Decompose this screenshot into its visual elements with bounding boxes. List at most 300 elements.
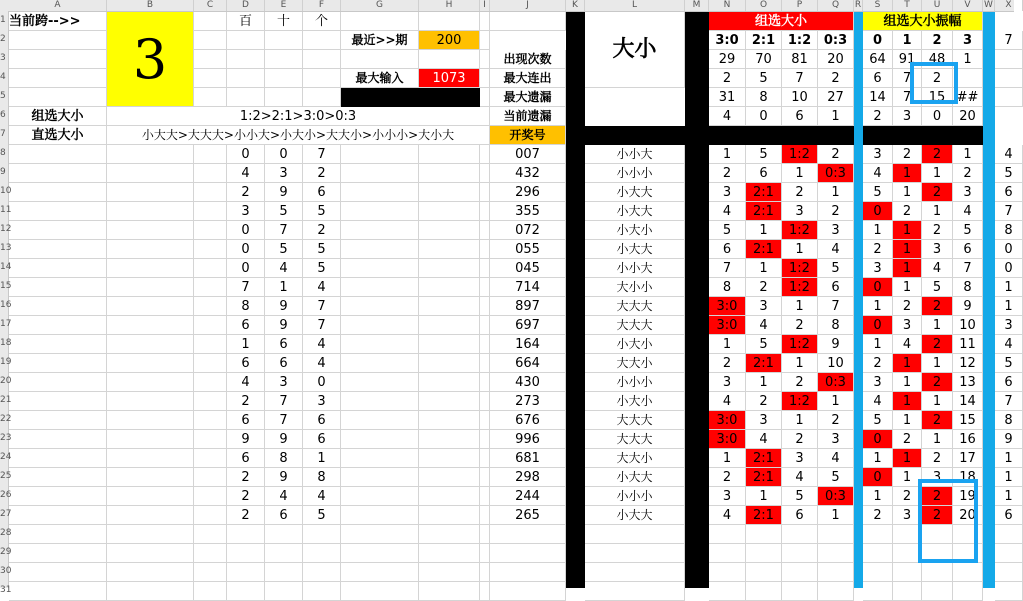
cell-V-31[interactable] [953, 582, 983, 601]
cell-C-30[interactable] [194, 563, 227, 582]
amp-cell[interactable]: 12 [953, 354, 983, 373]
digit-E[interactable]: 7 [265, 221, 303, 240]
amp-cell[interactable]: 4 [922, 259, 953, 278]
digit-D[interactable]: 2 [227, 487, 265, 506]
edge-cell[interactable]: 1 [995, 487, 1023, 506]
amp-cell[interactable]: 1 [922, 164, 953, 183]
cell-S-29[interactable] [863, 544, 893, 563]
cell-C-31[interactable] [194, 582, 227, 601]
cell-A-17[interactable] [9, 316, 107, 335]
cell-F-31[interactable] [303, 582, 341, 601]
amp-cell[interactable]: 4 [953, 202, 983, 221]
digit-F[interactable]: 4 [303, 354, 341, 373]
amp-cell[interactable]: 15 [953, 411, 983, 430]
ratio-header-1[interactable]: 2:1 [746, 31, 782, 50]
cell-T-30[interactable] [893, 563, 922, 582]
cell-C-21[interactable] [194, 392, 227, 411]
amp-cell[interactable]: 1 [893, 411, 922, 430]
amp-cell[interactable]: 3 [893, 506, 922, 525]
cell-H-25[interactable] [419, 468, 480, 487]
cell-C-2[interactable] [194, 31, 227, 50]
amp-cell[interactable]: 0 [863, 430, 893, 449]
cell-U-31[interactable] [922, 582, 953, 601]
ratio-stat[interactable]: 31 [709, 88, 746, 107]
amp-title[interactable]: 组选大小振幅 [863, 12, 983, 31]
cell-I-24[interactable] [480, 449, 490, 468]
row-header-29[interactable]: 29 [0, 547, 12, 557]
draw-number[interactable]: 045 [490, 259, 566, 278]
ratio-cell[interactable]: 2 [746, 278, 782, 297]
cell-I-20[interactable] [480, 373, 490, 392]
amp-cell[interactable]: 0 [863, 202, 893, 221]
cell-I-1[interactable] [480, 12, 490, 31]
ratio-cell[interactable]: 4 [746, 430, 782, 449]
ratio-cell[interactable]: 7 [818, 297, 854, 316]
cell-C-23[interactable] [194, 430, 227, 449]
cell-G-31[interactable] [341, 582, 419, 601]
big-small-pattern[interactable]: 小小小 [585, 487, 685, 506]
cell-O-28[interactable] [746, 525, 782, 544]
group-row-value[interactable]: 1:2>2:1>3:0>0:3 [107, 107, 490, 126]
big-small-title[interactable]: 大小 [585, 12, 685, 88]
row-header-1[interactable]: 1 [0, 15, 6, 25]
row-header-30[interactable]: 30 [0, 566, 12, 576]
ratio-cell[interactable]: 6 [818, 278, 854, 297]
cell-I-14[interactable] [480, 259, 490, 278]
cell-A-27[interactable] [9, 506, 107, 525]
digit-D[interactable]: 2 [227, 392, 265, 411]
digit-F[interactable]: 5 [303, 202, 341, 221]
max-input-value[interactable]: 1073 [419, 69, 480, 88]
draw-number[interactable]: 265 [490, 506, 566, 525]
ratio-cell[interactable]: 9 [818, 335, 854, 354]
ratio-cell[interactable]: 2:1 [746, 449, 782, 468]
cell-I-19[interactable] [480, 354, 490, 373]
amp-cell[interactable]: 3 [893, 316, 922, 335]
row-header-31[interactable]: 31 [0, 585, 12, 595]
ratio-cell[interactable]: 1 [782, 297, 818, 316]
draw-number[interactable]: 298 [490, 468, 566, 487]
cell-B-29[interactable] [107, 544, 194, 563]
amp-cell[interactable]: 2 [922, 221, 953, 240]
ratio-cell[interactable]: 2:1 [746, 240, 782, 259]
cell-F-28[interactable] [303, 525, 341, 544]
amp-stat[interactable]: ## [953, 88, 983, 107]
cell-G-14[interactable] [341, 259, 419, 278]
ratio-stat[interactable]: 81 [782, 50, 818, 69]
ratio-cell[interactable]: 10 [818, 354, 854, 373]
cell-I-23[interactable] [480, 430, 490, 449]
amp-stat[interactable]: 7 [893, 69, 922, 88]
cell-B-26[interactable] [107, 487, 194, 506]
cell-G-18[interactable] [341, 335, 419, 354]
span-label[interactable]: 当前跨-->> [9, 12, 107, 31]
digit-F[interactable]: 3 [303, 392, 341, 411]
edge-cell[interactable]: 1 [995, 278, 1023, 297]
digit-E[interactable]: 3 [265, 164, 303, 183]
edge-stat[interactable] [995, 69, 1023, 88]
amp-cell[interactable]: 1 [893, 221, 922, 240]
big-span-value[interactable]: 3 [107, 12, 194, 107]
cell-H-13[interactable] [419, 240, 480, 259]
digit-D[interactable]: 1 [227, 335, 265, 354]
cell-A-19[interactable] [9, 354, 107, 373]
digit-E[interactable]: 7 [265, 411, 303, 430]
ratio-stat[interactable]: 10 [782, 88, 818, 107]
cell-I-29[interactable] [480, 544, 490, 563]
digit-D[interactable]: 6 [227, 354, 265, 373]
ratio-cell[interactable]: 1 [709, 145, 746, 164]
digit-D[interactable]: 6 [227, 411, 265, 430]
edge-stat[interactable] [995, 50, 1023, 69]
amp-stat[interactable]: 2 [863, 107, 893, 126]
cell-C-11[interactable] [194, 202, 227, 221]
cell-H-17[interactable] [419, 316, 480, 335]
cell-X-29[interactable] [995, 544, 1023, 563]
cell-H-24[interactable] [419, 449, 480, 468]
digit-F[interactable]: 6 [303, 183, 341, 202]
cell-H-10[interactable] [419, 183, 480, 202]
amp-cell[interactable]: 18 [953, 468, 983, 487]
ratio-cell[interactable]: 1:2 [782, 335, 818, 354]
cell-I-13[interactable] [480, 240, 490, 259]
digit-E[interactable]: 4 [265, 259, 303, 278]
cell-V-30[interactable] [953, 563, 983, 582]
ratio-cell[interactable]: 6 [709, 240, 746, 259]
cell-I-10[interactable] [480, 183, 490, 202]
draw-label[interactable]: 开奖号 [490, 126, 566, 145]
cell-G-10[interactable] [341, 183, 419, 202]
digit-F[interactable]: 5 [303, 240, 341, 259]
digit-E[interactable]: 5 [265, 240, 303, 259]
cell-C-3[interactable] [194, 50, 227, 69]
digit-header-D[interactable]: 百 [227, 12, 265, 31]
amp-cell[interactable]: 1 [863, 449, 893, 468]
ratio-cell[interactable]: 4 [709, 506, 746, 525]
digit-F[interactable]: 1 [303, 449, 341, 468]
amp-stat[interactable]: 15 [922, 88, 953, 107]
cell-B-19[interactable] [107, 354, 194, 373]
cell-B-30[interactable] [107, 563, 194, 582]
stats-label-3[interactable]: 最大遗漏 [490, 88, 566, 107]
edge-cell[interactable]: 6 [995, 506, 1023, 525]
cell-I-12[interactable] [480, 221, 490, 240]
column-header-M[interactable]: M [685, 0, 709, 11]
amp-stat[interactable]: 3 [893, 107, 922, 126]
amp-cell[interactable]: 1 [922, 316, 953, 335]
amp-cell[interactable]: 1 [922, 392, 953, 411]
cell-H-31[interactable] [419, 582, 480, 601]
ratio-cell[interactable]: 2 [709, 468, 746, 487]
amp-cell[interactable]: 0 [863, 278, 893, 297]
cell-G-28[interactable] [341, 525, 419, 544]
cell-H-18[interactable] [419, 335, 480, 354]
cell-D-28[interactable] [227, 525, 265, 544]
amp-stat[interactable]: 0 [922, 107, 953, 126]
edge-cell[interactable]: 1 [995, 297, 1023, 316]
cell-G-23[interactable] [341, 430, 419, 449]
digit-F[interactable]: 6 [303, 411, 341, 430]
amp-stat[interactable]: 1 [953, 50, 983, 69]
big-small-pattern[interactable]: 大小小 [585, 278, 685, 297]
ratio-cell[interactable]: 0:3 [818, 487, 854, 506]
amp-cell[interactable]: 2 [893, 202, 922, 221]
ratio-cell[interactable]: 2 [818, 411, 854, 430]
ratio-cell[interactable]: 2:1 [746, 468, 782, 487]
group-row-label[interactable]: 组选大小 [9, 107, 107, 126]
cell-E-4[interactable] [265, 69, 303, 88]
draw-number[interactable]: 273 [490, 392, 566, 411]
amp-cell[interactable]: 1 [863, 487, 893, 506]
cell-E-2[interactable] [265, 31, 303, 50]
big-small-pattern[interactable]: 小小小 [585, 164, 685, 183]
row-header-17[interactable]: 17 [0, 319, 12, 329]
group-ratio-title[interactable]: 组选大小 [709, 12, 854, 31]
cell-D-31[interactable] [227, 582, 265, 601]
cell-A-16[interactable] [9, 297, 107, 316]
amp-stat[interactable]: 14 [863, 88, 893, 107]
cell-P-29[interactable] [782, 544, 818, 563]
cell-E-5[interactable] [265, 88, 303, 107]
column-header-K[interactable]: K [566, 0, 585, 11]
amp-cell[interactable]: 1 [922, 202, 953, 221]
cell-G-27[interactable] [341, 506, 419, 525]
cell-B-11[interactable] [107, 202, 194, 221]
amp-cell[interactable]: 0 [863, 316, 893, 335]
ratio-stat[interactable]: 2 [818, 69, 854, 88]
digit-D[interactable]: 3 [227, 202, 265, 221]
cell-D-2[interactable] [227, 31, 265, 50]
amp-cell[interactable]: 1 [922, 354, 953, 373]
column-header-W[interactable]: W [983, 0, 995, 11]
cell-C-1[interactable] [194, 12, 227, 31]
cell-A-24[interactable] [9, 449, 107, 468]
digit-D[interactable]: 2 [227, 506, 265, 525]
ratio-cell[interactable]: 2:1 [746, 202, 782, 221]
ratio-cell[interactable]: 1 [746, 487, 782, 506]
ratio-stat[interactable]: 1 [818, 107, 854, 126]
cell-A-13[interactable] [9, 240, 107, 259]
cell-C-5[interactable] [194, 88, 227, 107]
cell-F-29[interactable] [303, 544, 341, 563]
digit-E[interactable]: 6 [265, 335, 303, 354]
cell-C-15[interactable] [194, 278, 227, 297]
big-small-pattern[interactable]: 大大小 [585, 449, 685, 468]
digit-header-E[interactable]: 十 [265, 12, 303, 31]
cell-J-31[interactable] [490, 582, 566, 601]
ratio-cell[interactable]: 3 [782, 202, 818, 221]
ratio-stat[interactable]: 4 [709, 107, 746, 126]
digit-D[interactable]: 0 [227, 221, 265, 240]
ratio-cell[interactable]: 3 [709, 373, 746, 392]
cell-H-3[interactable] [419, 50, 480, 69]
cell-Q-31[interactable] [818, 582, 854, 601]
cell-A-4[interactable] [9, 69, 107, 88]
ratio-stat[interactable]: 27 [818, 88, 854, 107]
ratio-cell[interactable]: 4 [818, 240, 854, 259]
draw-number[interactable]: 430 [490, 373, 566, 392]
ratio-cell[interactable]: 5 [709, 221, 746, 240]
cell-G-11[interactable] [341, 202, 419, 221]
amp-cell[interactable]: 1 [863, 297, 893, 316]
cell-I-25[interactable] [480, 468, 490, 487]
cell-D-5[interactable] [227, 88, 265, 107]
amp-cell[interactable]: 5 [863, 411, 893, 430]
ratio-cell[interactable]: 3:0 [709, 316, 746, 335]
row-header-12[interactable]: 12 [0, 224, 12, 234]
amp-cell[interactable]: 3 [863, 145, 893, 164]
draw-number[interactable]: 996 [490, 430, 566, 449]
cell-A-2[interactable] [9, 31, 107, 50]
ratio-cell[interactable]: 3 [818, 430, 854, 449]
ratio-cell[interactable]: 1:2 [782, 259, 818, 278]
cell-A-11[interactable] [9, 202, 107, 221]
edge-cell[interactable]: 5 [995, 354, 1023, 373]
amp-stat[interactable]: 7 [893, 88, 922, 107]
cell-N-31[interactable] [709, 582, 746, 601]
column-header-F[interactable]: F [303, 0, 341, 11]
column-header-D[interactable]: D [227, 0, 265, 11]
big-small-pattern[interactable]: 小大大 [585, 202, 685, 221]
amp-cell[interactable]: 3 [922, 468, 953, 487]
amp-cell[interactable]: 1 [893, 240, 922, 259]
cell-C-8[interactable] [194, 145, 227, 164]
cell-D-3[interactable] [227, 50, 265, 69]
amp-header-0[interactable]: 0 [863, 31, 893, 50]
row-header-2[interactable]: 2 [0, 34, 6, 44]
cell-P-28[interactable] [782, 525, 818, 544]
cell-S-31[interactable] [863, 582, 893, 601]
column-header-R[interactable]: R [854, 0, 862, 10]
amp-cell[interactable]: 2 [863, 240, 893, 259]
digit-E[interactable]: 7 [265, 392, 303, 411]
cell-B-16[interactable] [107, 297, 194, 316]
edge-cell[interactable]: 6 [995, 183, 1023, 202]
ratio-cell[interactable]: 1 [709, 449, 746, 468]
amp-cell[interactable]: 2 [922, 183, 953, 202]
cell-I-4[interactable] [480, 69, 490, 88]
ratio-cell[interactable]: 4 [709, 202, 746, 221]
digit-E[interactable]: 5 [265, 202, 303, 221]
big-small-pattern[interactable]: 小小小 [585, 373, 685, 392]
cell-G-16[interactable] [341, 297, 419, 316]
cell-C-27[interactable] [194, 506, 227, 525]
ratio-cell[interactable]: 1:2 [782, 392, 818, 411]
amp-cell[interactable]: 1 [893, 392, 922, 411]
ratio-cell[interactable]: 1 [746, 221, 782, 240]
stats-label-1[interactable]: 出现次数 [490, 50, 566, 69]
cell-J-29[interactable] [490, 544, 566, 563]
cell-A-3[interactable] [9, 50, 107, 69]
amp-cell[interactable]: 14 [953, 392, 983, 411]
cell-H-30[interactable] [419, 563, 480, 582]
amp-cell[interactable]: 0 [863, 468, 893, 487]
cell-P-31[interactable] [782, 582, 818, 601]
ratio-cell[interactable]: 1 [709, 335, 746, 354]
digit-D[interactable]: 0 [227, 145, 265, 164]
row-header-7[interactable]: 7 [0, 129, 6, 139]
big-small-pattern[interactable]: 小大大 [585, 468, 685, 487]
amp-cell[interactable]: 8 [953, 278, 983, 297]
amp-stat[interactable]: 91 [893, 50, 922, 69]
amp-cell[interactable]: 5 [922, 278, 953, 297]
cell-H-12[interactable] [419, 221, 480, 240]
ratio-cell[interactable]: 4 [709, 392, 746, 411]
ratio-stat[interactable]: 0 [746, 107, 782, 126]
cell-G-21[interactable] [341, 392, 419, 411]
ratio-header-2[interactable]: 1:2 [782, 31, 818, 50]
cell-I-30[interactable] [480, 563, 490, 582]
ratio-cell[interactable]: 2:1 [746, 183, 782, 202]
draw-number[interactable]: 697 [490, 316, 566, 335]
cell-E-29[interactable] [265, 544, 303, 563]
edge-cell[interactable]: 8 [995, 221, 1023, 240]
cell-J-1[interactable] [490, 12, 566, 31]
ratio-cell[interactable]: 2 [818, 202, 854, 221]
big-small-pattern[interactable]: 小大大 [585, 240, 685, 259]
row-header-4[interactable]: 4 [0, 72, 6, 82]
cell-I-27[interactable] [480, 506, 490, 525]
cell-I-5[interactable] [480, 88, 490, 107]
cell-F-30[interactable] [303, 563, 341, 582]
cell-F-2[interactable] [303, 31, 341, 50]
edge-cell[interactable]: 3 [995, 316, 1023, 335]
cell-B-10[interactable] [107, 183, 194, 202]
big-small-pattern[interactable]: 小大大 [585, 506, 685, 525]
amp-cell[interactable]: 1 [922, 430, 953, 449]
ratio-cell[interactable]: 8 [818, 316, 854, 335]
ratio-cell[interactable]: 1 [782, 164, 818, 183]
cell-A-12[interactable] [9, 221, 107, 240]
edge-stat[interactable]: 7 [995, 31, 1023, 50]
cell-A-9[interactable] [9, 164, 107, 183]
cell-H-23[interactable] [419, 430, 480, 449]
digit-D[interactable]: 8 [227, 297, 265, 316]
digit-E[interactable]: 9 [265, 183, 303, 202]
cell-B-9[interactable] [107, 164, 194, 183]
edge-cell[interactable]: 8 [995, 411, 1023, 430]
edge-cell[interactable]: 5 [995, 164, 1023, 183]
draw-number[interactable]: 432 [490, 164, 566, 183]
cell-G-8[interactable] [341, 145, 419, 164]
row-header-23[interactable]: 23 [0, 433, 12, 443]
draw-number[interactable]: 072 [490, 221, 566, 240]
ratio-cell[interactable]: 5 [818, 259, 854, 278]
edge-cell[interactable]: 7 [995, 392, 1023, 411]
amp-cell[interactable]: 3 [863, 259, 893, 278]
column-header-T[interactable]: T [893, 0, 922, 11]
cell-A-20[interactable] [9, 373, 107, 392]
cell-A-26[interactable] [9, 487, 107, 506]
cell-H-20[interactable] [419, 373, 480, 392]
cell-C-14[interactable] [194, 259, 227, 278]
cell-G-25[interactable] [341, 468, 419, 487]
amp-cell[interactable]: 2 [863, 354, 893, 373]
cell-A-5[interactable] [9, 88, 107, 107]
column-header-N[interactable]: N [709, 0, 746, 11]
amp-cell[interactable]: 2 [893, 430, 922, 449]
cell-N-28[interactable] [709, 525, 746, 544]
edge-cell[interactable]: 4 [995, 145, 1023, 164]
cell-C-22[interactable] [194, 411, 227, 430]
cell-C-10[interactable] [194, 183, 227, 202]
cell-G-24[interactable] [341, 449, 419, 468]
row-header-26[interactable]: 26 [0, 490, 12, 500]
amp-cell[interactable]: 1 [893, 164, 922, 183]
cell-L-29[interactable] [585, 544, 685, 563]
digit-E[interactable]: 3 [265, 373, 303, 392]
digit-F[interactable]: 7 [303, 145, 341, 164]
